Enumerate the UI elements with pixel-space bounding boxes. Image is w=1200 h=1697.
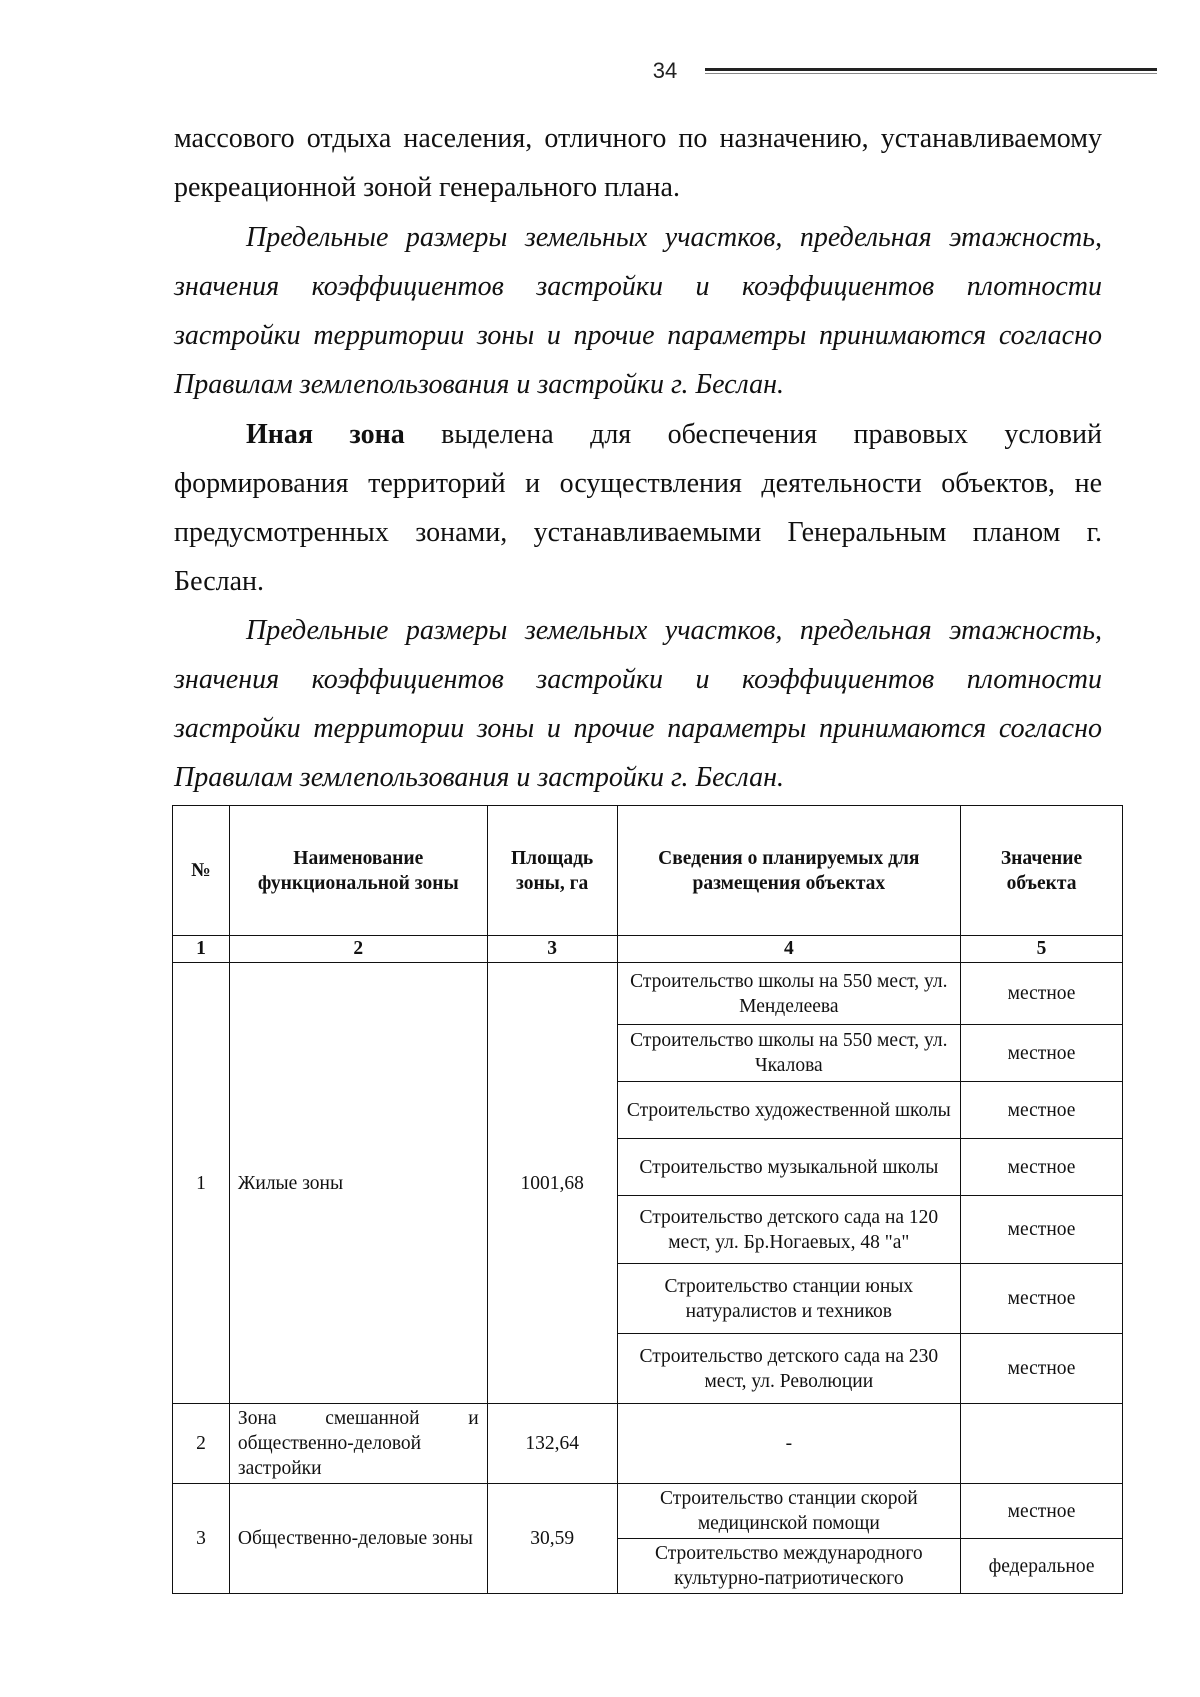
zone-name: Общественно-деловые зоны <box>229 1484 487 1594</box>
table-row <box>173 1404 1123 1484</box>
paragraph-3-text <box>174 410 1102 606</box>
header-zone-name: Наименование функциональной зоны <box>229 806 487 936</box>
zone-number: 3 <box>173 1484 230 1594</box>
header-objects: Сведения о планируемых для размещения объектах <box>617 806 961 936</box>
paragraph-2-text: Предельные размеры земельных участков, предельная этажность, значения коэффициентов застройки и коэффициентов плотности застройки территории зоны и прочие параметры принимаются согласно Правилам землепользования и застройки г. Беслан. <box>174 222 1102 400</box>
object-value: местное <box>961 963 1123 1025</box>
zone-name: Зона смешанной и общественно-деловой застройки <box>229 1404 487 1484</box>
object-description: Строительство станции скорой медицинской помощи <box>617 1484 961 1539</box>
zones-table <box>172 805 1123 1594</box>
header-rule <box>705 68 1157 71</box>
object-description: Строительство детского сада на 230 мест, ул. Революции <box>617 1334 961 1404</box>
zone-number: 2 <box>173 1404 230 1484</box>
paragraph-4 <box>174 606 1102 802</box>
object-value: местное <box>961 1196 1123 1264</box>
object-value: местное <box>961 1334 1123 1404</box>
paragraph-1 <box>174 114 1102 212</box>
zone-number: 1 <box>173 963 230 1404</box>
object-value: федеральное <box>961 1539 1123 1594</box>
table-column-numbers-row <box>173 936 1123 963</box>
object-description: Строительство детского сада на 120 мест, ул. Бр.Ногаевых, 48 "а" <box>617 1196 961 1264</box>
object-description: Строительство станции юных натуралистов и техников <box>617 1264 961 1334</box>
table-row <box>173 963 1123 1025</box>
object-value <box>961 1404 1123 1484</box>
table-header-row <box>173 806 1123 936</box>
object-value: местное <box>961 1082 1123 1139</box>
paragraph-2 <box>174 213 1102 409</box>
object-description: - <box>617 1404 961 1484</box>
object-value: местное <box>961 1484 1123 1539</box>
object-description: Строительство школы на 550 мест, ул. Чкалова <box>617 1025 961 1082</box>
zone-area: 30,59 <box>487 1484 617 1594</box>
paragraph-4-text: Предельные размеры земельных участков, предельная этажность, значения коэффициентов застройки и коэффициентов плотности застройки территории зоны и прочие параметры принимаются согласно Правилам землепользования и застройки г. Беслан. <box>174 615 1102 793</box>
object-description: Строительство школы на 550 мест, ул. Менделеева <box>617 963 961 1025</box>
paragraph-1-text: массового отдыха населения, отличного по назначению, устанавливаемому рекреационной зоной генерального плана. <box>174 123 1102 203</box>
table-row <box>173 1484 1123 1539</box>
object-value: местное <box>961 1139 1123 1196</box>
object-description: Строительство художественной школы <box>617 1082 961 1139</box>
header-number: № <box>173 806 230 936</box>
header-value: Значение объекта <box>961 806 1123 936</box>
paragraph-3 <box>174 410 1102 606</box>
header-area: Площадь зоны, га <box>487 806 617 936</box>
column-number: 5 <box>961 936 1123 963</box>
object-description: Строительство международного культурно-патриотического <box>617 1539 961 1594</box>
zone-area: 132,64 <box>487 1404 617 1484</box>
column-number: 4 <box>617 936 961 963</box>
column-number: 1 <box>173 936 230 963</box>
zone-name: Жилые зоны <box>229 963 487 1404</box>
column-number: 3 <box>487 936 617 963</box>
object-description: Строительство музыкальной школы <box>617 1139 961 1196</box>
zone-area: 1001,68 <box>487 963 617 1404</box>
paragraph-3-rest: выделена для обеспечения правовых условий формирования территорий и осуществления деятельности объектов, не предусмотренных зонами, устанавливаемыми Генеральным планом г. Беслан. <box>174 419 1102 597</box>
paragraph-3-bold-term: Иная зона <box>246 419 405 450</box>
header-rule-thin <box>705 73 1157 74</box>
page-number: 34 <box>652 58 678 83</box>
object-value: местное <box>961 1264 1123 1334</box>
object-value: местное <box>961 1025 1123 1082</box>
column-number: 2 <box>229 936 487 963</box>
